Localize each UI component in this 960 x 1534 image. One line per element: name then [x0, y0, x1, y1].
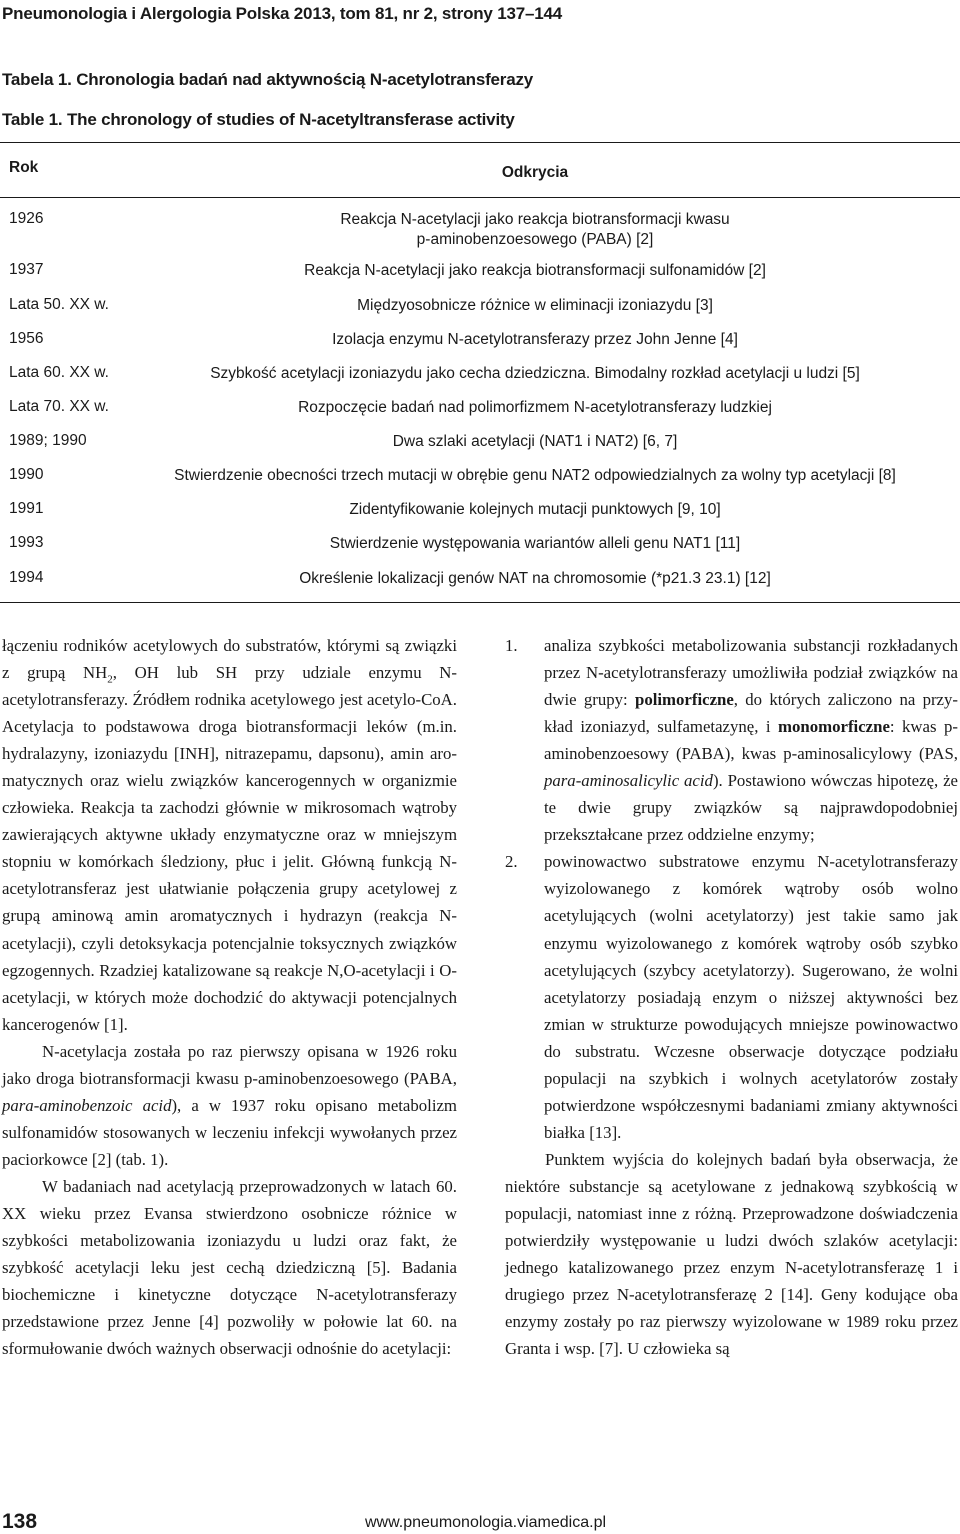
list-text: ). Postawiono wówczas hipotezę, że te dwie grupy związków są najprawdopodobniej przekształcane przez oddzielne enzymy; — [544, 771, 958, 845]
row-year: 1956 — [9, 330, 44, 347]
body-column-right — [505, 632, 958, 1362]
subscript: 2 — [107, 673, 113, 686]
bold-term: monomorficzne — [778, 717, 890, 737]
list-number: 2. — [505, 852, 518, 872]
row-discovery: Zidentyfikowanie kolejnych mutacji punktowych [9, 10] — [349, 501, 721, 518]
table-captions — [2, 70, 533, 150]
row-discovery: Szybkość acetylacji izoniazydu jako cecha dziedziczna. Bimodalny rozkład acetylacji u ludzi [5] — [210, 365, 860, 382]
table-row — [0, 254, 960, 290]
row-discovery-line: Reakcja N-acetylacji jako reakcja biotransformacji kwasu — [340, 211, 730, 228]
paragraph: Punktem wyjścia do kolejnych badań była obserwacja, że niektóre substancje są acetylowane z jednakową szybkością w populacji, natomiast inne z różną. Przeprowadzone doświadczenia potwierdziły występowanie u ludzi dwóch szlaków acetylacji: jednego katalizowanego przez enzym N-acetylotransferazę 1 i drugiego przez N-acetylotransferazę 2 [14]. Geny kodujące oba enzymy zostały po raz pierwszy wyizolowane w 1989 roku przez Granta i wsp. [7]. U człowieka są — [505, 1149, 958, 1359]
row-year: 1926 — [9, 210, 44, 227]
table-row — [0, 562, 960, 602]
table-row — [0, 460, 960, 494]
row-year: Lata 50. XX w. — [9, 296, 109, 313]
table-bottom-rule — [0, 602, 960, 603]
table-caption-en: Table 1. The chronology of studies of N-acetyltransferase activity — [2, 110, 515, 129]
row-discovery: Rozpoczęcie badań nad polimorfizmem N-acetylotransferazy ludzkiej — [298, 399, 772, 416]
row-year: 1993 — [9, 534, 44, 551]
row-year: Lata 70. XX w. — [9, 398, 109, 415]
list-text: , do których zaliczono na przykład izoniazyd, sulfametazynę, i — [544, 690, 958, 737]
paragraph-text: ), a w 1937 roku opisano metabolizm sulfonamidów stosowanych w leczeniu infekcji wywołanych przez paciorkowce [2] (tab. 1). — [2, 1095, 457, 1169]
body-column-left — [2, 632, 457, 1362]
row-discovery: Międzyosobnicze różnice w eliminacji izoniazydu [3] — [357, 297, 713, 314]
table-row — [0, 528, 960, 562]
italic-term: para-aminosalicylic acid — [544, 771, 713, 791]
paragraph: W badaniach nad acetylacją przeprowadzonych w latach 60. XX wieku przez Evansa stwierdzono osobnicze różnice w szybkości metabolizowania izoniazydu u ludzi oraz fakt, że szybkość acetylacji leku jest cechą dziedziczną [5]. Badania biochemiczne i kinetyczne dotyczące N-acetylotransferazy przedstawione przez Jenne [4] pozwoliły w połowie lat 60. na sformułowanie dwóch ważnych obserwacji odnośnie do acetylacji: — [2, 1176, 457, 1359]
table-header-row — [0, 143, 960, 197]
journal-header: Pneumonologia i Alergologia Polska 2013, tom 81, nr 2, strony 137–144 — [2, 4, 562, 23]
italic-term: para-aminobenzoic acid — [2, 1095, 172, 1115]
row-discovery: Określenie lokalizacji genów NAT na chromosomie (*p21.3 23.1) [12] — [299, 570, 771, 587]
paragraph-text: N-acetylacja została po raz pierwszy opisana w 1926 roku jako droga biotransformacji kwasu p-aminobenzoesowego (PABA, — [2, 1041, 457, 1088]
page-number: 138 — [2, 1510, 38, 1533]
row-discovery: Stwierdzenie obecności trzech mutacji w obrębie genu NAT2 odpowiedzialnych za wolny typ acetylacji [8] — [174, 467, 896, 484]
table-row — [0, 358, 960, 392]
paragraph — [2, 1038, 457, 1173]
paragraph — [2, 632, 457, 1038]
table-row — [0, 426, 960, 460]
list-item — [505, 632, 958, 848]
row-discovery — [110, 210, 960, 250]
row-discovery: Reakcja N-acetylacji jako reakcja biotransformacji sulfonamidów [2] — [304, 262, 766, 279]
row-discovery-line: p-aminobenzoesowego (PABA) [2] — [416, 231, 654, 248]
list-item — [505, 848, 958, 1146]
row-year: 1994 — [9, 569, 44, 586]
table-row — [0, 290, 960, 324]
table-row — [0, 198, 960, 254]
journal-url[interactable]: www.pneumonologia.viamedica.pl — [365, 1514, 607, 1531]
paragraph-text: łączeniu rodników acetylowych do substratów, którymi są związki z grupą NH — [2, 636, 457, 683]
header-year: Rok — [9, 159, 39, 176]
table-caption-pl: Tabela 1. Chronologia badań nad aktywnością N-acetylotransferazy — [2, 70, 534, 89]
row-discovery: Dwa szlaki acetylacji (NAT1 i NAT2) [6, 7] — [392, 433, 678, 450]
list-text: analiza szybkości metabolizowania substancji rozkładanych przez N-acetylotransferazy umożliwiła podział związków na dwie grupy: — [544, 636, 958, 710]
list-text: powinowactwo substratowe enzymu N-acetylotransferazy wyizolowanego z komórek wątroby osób wolno acetylujących (wolni acetylatorzy) jest takie samo jak enzymu wyizolowanego z komórek wątroby osób szybko acetylujących (szybcy acetylatorzy). Sugerowano, że wolni acetylatorzy posiadają enzym o niższej aktywności bez zmian w strukturze powodujących mniejsze powinowactwo do substratu. Wczesne obserwacje dotyczące podziału populacji na szybkich i wolnych acetylatorów zostały potwierdzone współczesnymi badaniami zmiany aktywności białka [13]. — [544, 852, 958, 1142]
table-row — [0, 494, 960, 528]
paragraph-text: , OH lub SH przy udziale enzymu N-acetylotransferazy. Źródłem rodnika acetylowego jest acetylo-CoA. Acetylacja to podstawowa droga biotransformacji leków (m.in. hydralazyny, izoniazydu [INH], nitrazepamu, dapsonu), amin aromatycznych oraz wielu związków kancerogennych w organizmie człowieka. Reakcja ta zachodzi głównie w mikrosomach wątroby zawierających aktywne układy enzymatyczne oraz w mniejszym stopniu w komórkach śledziony, płuc i jelit. Główną funkcją N-acetylotransferaz jest ułatwianie połączenia grupy acetylowej z grupą aminową amin aromatycznych i hydrazyn (reakcja N-acetylacji), czyli detoksykacja potencjalnie toksycznych związków egzogennych. Rzadziej katalizowane są reakcje N,O-acetylacji i O-acetylacji, w których może dochodzić do aktywacji potencjalnych kancerogenów [1]. — [2, 663, 457, 1034]
bold-term: polimorficzne — [635, 690, 734, 710]
table-row — [0, 392, 960, 426]
header-discoveries: Odkrycia — [501, 164, 569, 181]
row-year: 1937 — [9, 261, 44, 278]
row-discovery: Izolacja enzymu N-acetylotransferazy przez John Jenne [4] — [332, 331, 738, 348]
row-year: Lata 60. XX w. — [9, 364, 109, 381]
row-year: 1990 — [9, 466, 44, 483]
chronology-table — [0, 142, 960, 603]
table-row — [0, 324, 960, 358]
row-year: 1991 — [9, 500, 44, 517]
row-year: 1989; 1990 — [9, 432, 87, 449]
list-number: 1. — [505, 636, 518, 655]
list-text: : kwas p-aminobenzoesowy (PABA), kwas p-aminosalicylowy (PAS, — [544, 717, 958, 764]
row-discovery: Stwierdzenie występowania wariantów alleli genu NAT1 [11] — [329, 535, 741, 552]
